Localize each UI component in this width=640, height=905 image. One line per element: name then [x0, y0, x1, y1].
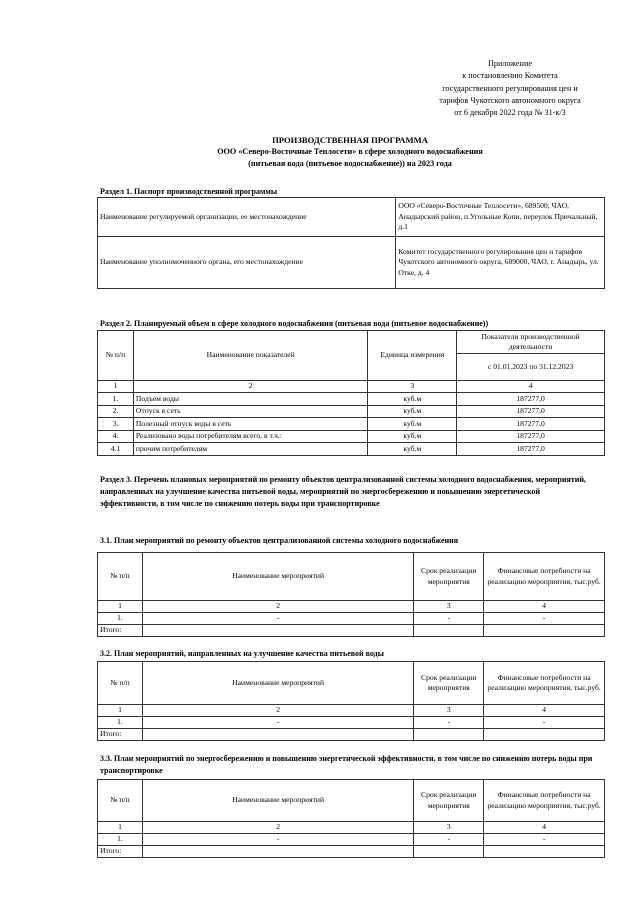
table-row	[98, 443, 605, 456]
row-num: 1.	[98, 393, 134, 406]
appendix-line: к постановлению Комитета	[462, 71, 558, 81]
col-header-finance: Финансовые потребности на реализацию мероприятия, тыс.руб.	[484, 553, 605, 601]
row-finance: -	[484, 613, 605, 625]
col-header-term: Срок реализации мероприятия	[414, 780, 484, 822]
subsection-heading: 3.3. План мероприятий по энергосбережению и повышению энергетической эффективности, в том числе по снижению потерь воды при транспортировке	[100, 754, 593, 775]
volume-table	[97, 330, 605, 456]
row-name: Полезный отпуск воды в сеть	[133, 418, 367, 431]
col-header-term: Срок реализации мероприятия	[414, 662, 484, 705]
row-unit: куб.м	[368, 430, 457, 443]
table-row	[98, 430, 605, 443]
col-header-name: Наименование мероприятий	[142, 780, 413, 822]
colnum-row	[98, 601, 605, 613]
colnum-cell: 3	[414, 705, 484, 717]
colnum-cell: 3	[414, 822, 484, 834]
col-header-unit: Единица измерения	[368, 331, 457, 381]
colnum-cell: 1	[98, 601, 143, 613]
colnum-cell: 4	[457, 381, 605, 393]
table-row	[98, 237, 605, 289]
table-row	[98, 613, 605, 625]
appendix-block	[410, 58, 610, 119]
table-row	[98, 717, 605, 729]
passport-label: Наименование регулируемой организации, ее местонахождение	[98, 198, 396, 237]
row-term: -	[414, 834, 484, 846]
table-header-row	[98, 553, 605, 601]
section2-heading: Раздел 2. Планируемый объем в сфере холодного водоснабжения (питьевая вода (питьевое водоснабжение))	[100, 319, 489, 328]
section3-heading: Раздел 3. Перечень плановых мероприятий по ремонту объектов централизованной системы холодного водоснабжения, мероприятий, направленных на улучшение качества питьевой воды, мероприятий по энергосбережению и повышению энергетической эффективности, в том числе по снижению потерь воды при транспортировке	[100, 475, 586, 508]
row-num: 1.	[98, 834, 143, 846]
table-row	[98, 834, 605, 846]
row-unit: куб.м	[368, 443, 457, 456]
col-header-name: Наименование мероприятий	[142, 553, 413, 601]
title-line: (питьевая вода (питьевое водоснабжение)) на 2023 года	[248, 159, 452, 168]
section1-heading: Раздел 1. Паспорт производственной программы	[100, 187, 278, 196]
row-term: -	[414, 717, 484, 729]
passport-value: Комитет государственного регулирования цен и тарифов Чукотского автономного округа, 689000, ЧАО, г. Анадырь, ул. Отке, д. 4	[396, 237, 605, 289]
colnum-cell: 2	[142, 601, 413, 613]
col-header-finance: Финансовые потребности на реализацию мероприятия, тыс.руб.	[484, 662, 605, 705]
colnum-row	[98, 705, 605, 717]
measures-table	[97, 779, 605, 858]
colnum-cell: 2	[142, 822, 413, 834]
row-value: 187277,0	[457, 405, 605, 418]
appendix-line: государственного регулирования цен и	[442, 83, 578, 93]
row-value: 187277,0	[457, 443, 605, 456]
colnum-cell: 4	[484, 705, 605, 717]
row-finance: -	[484, 834, 605, 846]
colnum-cell: 1	[98, 822, 143, 834]
colnum-row	[98, 822, 605, 834]
col-header-period: с 01.01.2023 по 31.12.2023	[457, 354, 605, 381]
table-row	[98, 418, 605, 431]
appendix-line: Приложение	[488, 59, 532, 68]
row-name: -	[142, 717, 413, 729]
col-header-term: Срок реализации мероприятия	[414, 553, 484, 601]
row-name: -	[142, 834, 413, 846]
appendix-line: от 6 декабря 2022 года № 31-к/3	[454, 108, 566, 118]
colnum-cell: 4	[484, 822, 605, 834]
col-header-num: № п/п	[98, 662, 143, 705]
row-unit: куб.м	[368, 418, 457, 431]
colnum-cell: 4	[484, 601, 605, 613]
row-num: 1.	[98, 613, 143, 625]
table-header-row	[98, 331, 605, 354]
table-row	[98, 405, 605, 418]
total-row	[98, 625, 605, 637]
colnum-cell: 2	[133, 381, 367, 393]
title-line: ПРОИЗВОДСТВЕННАЯ ПРОГРАММА	[272, 135, 428, 145]
row-num: 4.1	[98, 443, 134, 456]
title-line: ООО «Северо-Восточные Теплосети» в сфере холодного водоснабжения	[217, 147, 483, 156]
measures-table	[97, 661, 605, 741]
col-header-num: № п/п	[98, 780, 143, 822]
table-row	[98, 198, 605, 237]
subsection-heading: 3.2. План мероприятий, направленных на улучшение качества питьевой воды	[100, 649, 384, 658]
table-header-row	[98, 780, 605, 822]
row-num: 2.	[98, 405, 134, 418]
colnum-cell: 1	[98, 705, 143, 717]
row-num: 1.	[98, 717, 143, 729]
row-unit: куб.м	[368, 393, 457, 406]
table-row	[98, 393, 605, 406]
row-name: Отпуск в сеть	[133, 405, 367, 418]
subsection-heading: 3.1. План мероприятий по ремонту объектов централизованной системы холодного водоснабжения	[100, 536, 459, 545]
col-header-indicator: Показатели производственной деятельности	[457, 331, 605, 354]
row-term: -	[414, 613, 484, 625]
colnum-row	[98, 381, 605, 393]
row-name: -	[142, 613, 413, 625]
colnum-cell: 2	[142, 705, 413, 717]
total-label: Итого:	[98, 729, 143, 741]
document-title	[90, 134, 610, 170]
row-num: 4.	[98, 430, 134, 443]
total-label: Итого:	[98, 846, 143, 858]
row-value: 187277,0	[457, 393, 605, 406]
row-value: 187277,0	[457, 430, 605, 443]
appendix-line: тарифов Чукотского автономного округа	[439, 95, 581, 105]
passport-value: ООО «Северо-Восточные Теплосети», 689500, ЧАО, Анадырский район, п.Угольные Копи, переулок Причальный, д.1	[396, 198, 605, 237]
colnum-cell: 1	[98, 381, 134, 393]
col-header-name: Наименование мероприятий	[142, 662, 413, 705]
col-header-num: № п/п	[98, 331, 134, 381]
total-row	[98, 729, 605, 741]
row-name: Реализовано воды потребителям всего, в т.ч.:	[133, 430, 367, 443]
row-num: 3.	[98, 418, 134, 431]
table-header-row	[98, 662, 605, 705]
col-header-finance: Финансовые потребности на реализацию мероприятия, тыс.руб.	[484, 780, 605, 822]
colnum-cell: 3	[368, 381, 457, 393]
total-label: Итого:	[98, 625, 143, 637]
measures-table	[97, 552, 605, 637]
row-name: прочим потребителям	[133, 443, 367, 456]
colnum-cell: 3	[414, 601, 484, 613]
row-name: Подъем воды	[133, 393, 367, 406]
passport-table	[97, 197, 605, 289]
passport-label: Наименование уполномоченного органа, его местонахождение	[98, 237, 396, 289]
row-unit: куб.м	[368, 405, 457, 418]
col-header-name: Наименование показателей	[133, 331, 367, 381]
row-finance: -	[484, 717, 605, 729]
total-row	[98, 846, 605, 858]
row-value: 187277,0	[457, 418, 605, 431]
col-header-num: № п/п	[98, 553, 143, 601]
